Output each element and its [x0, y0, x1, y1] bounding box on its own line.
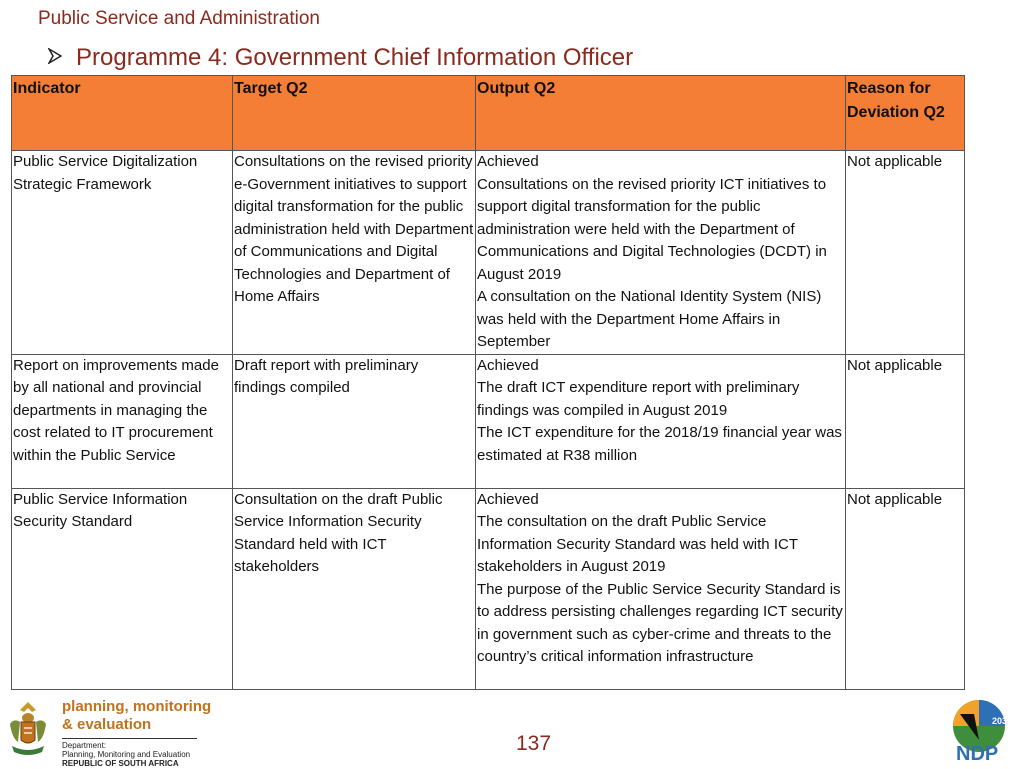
indicator-cell: Public Service Information Security Standard [12, 488, 233, 689]
coat-of-arms-icon [6, 698, 50, 760]
table-row [12, 488, 965, 689]
output-line: A consultation on the National Identity System (NIS) was held with the Department Home Affairs in September [477, 288, 822, 350]
reason-cell: Not applicable [846, 354, 965, 488]
performance-table [11, 75, 965, 690]
column-header-target: Target Q2 [233, 76, 476, 151]
target-cell: Draft report with preliminary findings compiled [233, 354, 476, 488]
output-line: The purpose of the Public Service Security Standard is to address persisting challenges regarding ICT security in government such as cyber-crime and threats to the country’s critical information infrastructure [477, 580, 843, 665]
column-header-output: Output Q2 [476, 76, 846, 151]
indicator-cell: Report on improvements made by all national and provincial departments in managing the cost related to IT procurement within the Public Service [12, 354, 233, 488]
logo-line-1: planning, monitoring [62, 698, 212, 715]
output-status: Achieved [477, 356, 539, 374]
output-line: Consultations on the revised priority ICT initiatives to support digital transformation for the public administration were held with the Department of Communications and Digital Technologies (DCDT) in August 2019 [477, 175, 827, 283]
table-row [12, 151, 965, 355]
output-cell [476, 488, 846, 689]
republic-label: REPUBLIC OF SOUTH AFRICA [62, 759, 179, 768]
output-status: Achieved [477, 153, 539, 170]
output-line: The consultation on the draft Public Service Information Security Standard was held with ICT stakeholders in August 2019 [477, 513, 798, 575]
reason-cell: Not applicable [846, 151, 965, 355]
output-cell [476, 354, 846, 488]
table-header-row [12, 76, 965, 151]
target-cell: Consultation on the draft Public Service Information Security Standard held with ICT stakeholders [233, 488, 476, 689]
department-name: Planning, Monitoring and Evaluation [62, 750, 191, 759]
column-header-indicator: Indicator [12, 76, 233, 151]
arrow-bullet-icon [48, 48, 62, 69]
ndp-2030-logo-icon [946, 696, 1012, 764]
output-line: The draft ICT expenditure report with preliminary findings was compiled in August 2019 [477, 379, 800, 419]
svg-text:2030: 2030 [992, 716, 1012, 726]
target-cell: Consultations on the revised priority e-Government initiatives to support digital transformation for the public administration held with Department of Communications and Digital Technologies and Department of Home Affairs [233, 151, 476, 355]
output-cell [476, 151, 846, 355]
column-header-reason: Reason for Deviation Q2 [846, 76, 965, 151]
output-status: Achieved [477, 490, 539, 508]
programme-heading [48, 44, 633, 72]
table-row [12, 354, 965, 488]
department-logo [62, 698, 211, 768]
department-label: Department: [62, 741, 107, 750]
logo-divider [62, 738, 197, 739]
logo-line-2: & evaluation [62, 716, 152, 733]
slide-footer [0, 694, 1024, 768]
page-header-title: Public Service and Administration [38, 8, 320, 29]
reason-cell: Not applicable [846, 488, 965, 689]
indicator-cell: Public Service Digitalization Strategic Framework [12, 151, 233, 355]
output-line: The ICT expenditure for the 2018/19 financial year was estimated at R38 million [477, 424, 842, 464]
svg-text:NDP: NDP [956, 743, 999, 764]
page-number: 137 [516, 732, 552, 755]
programme-title: Programme 4: Government Chief Information Officer [76, 44, 634, 71]
